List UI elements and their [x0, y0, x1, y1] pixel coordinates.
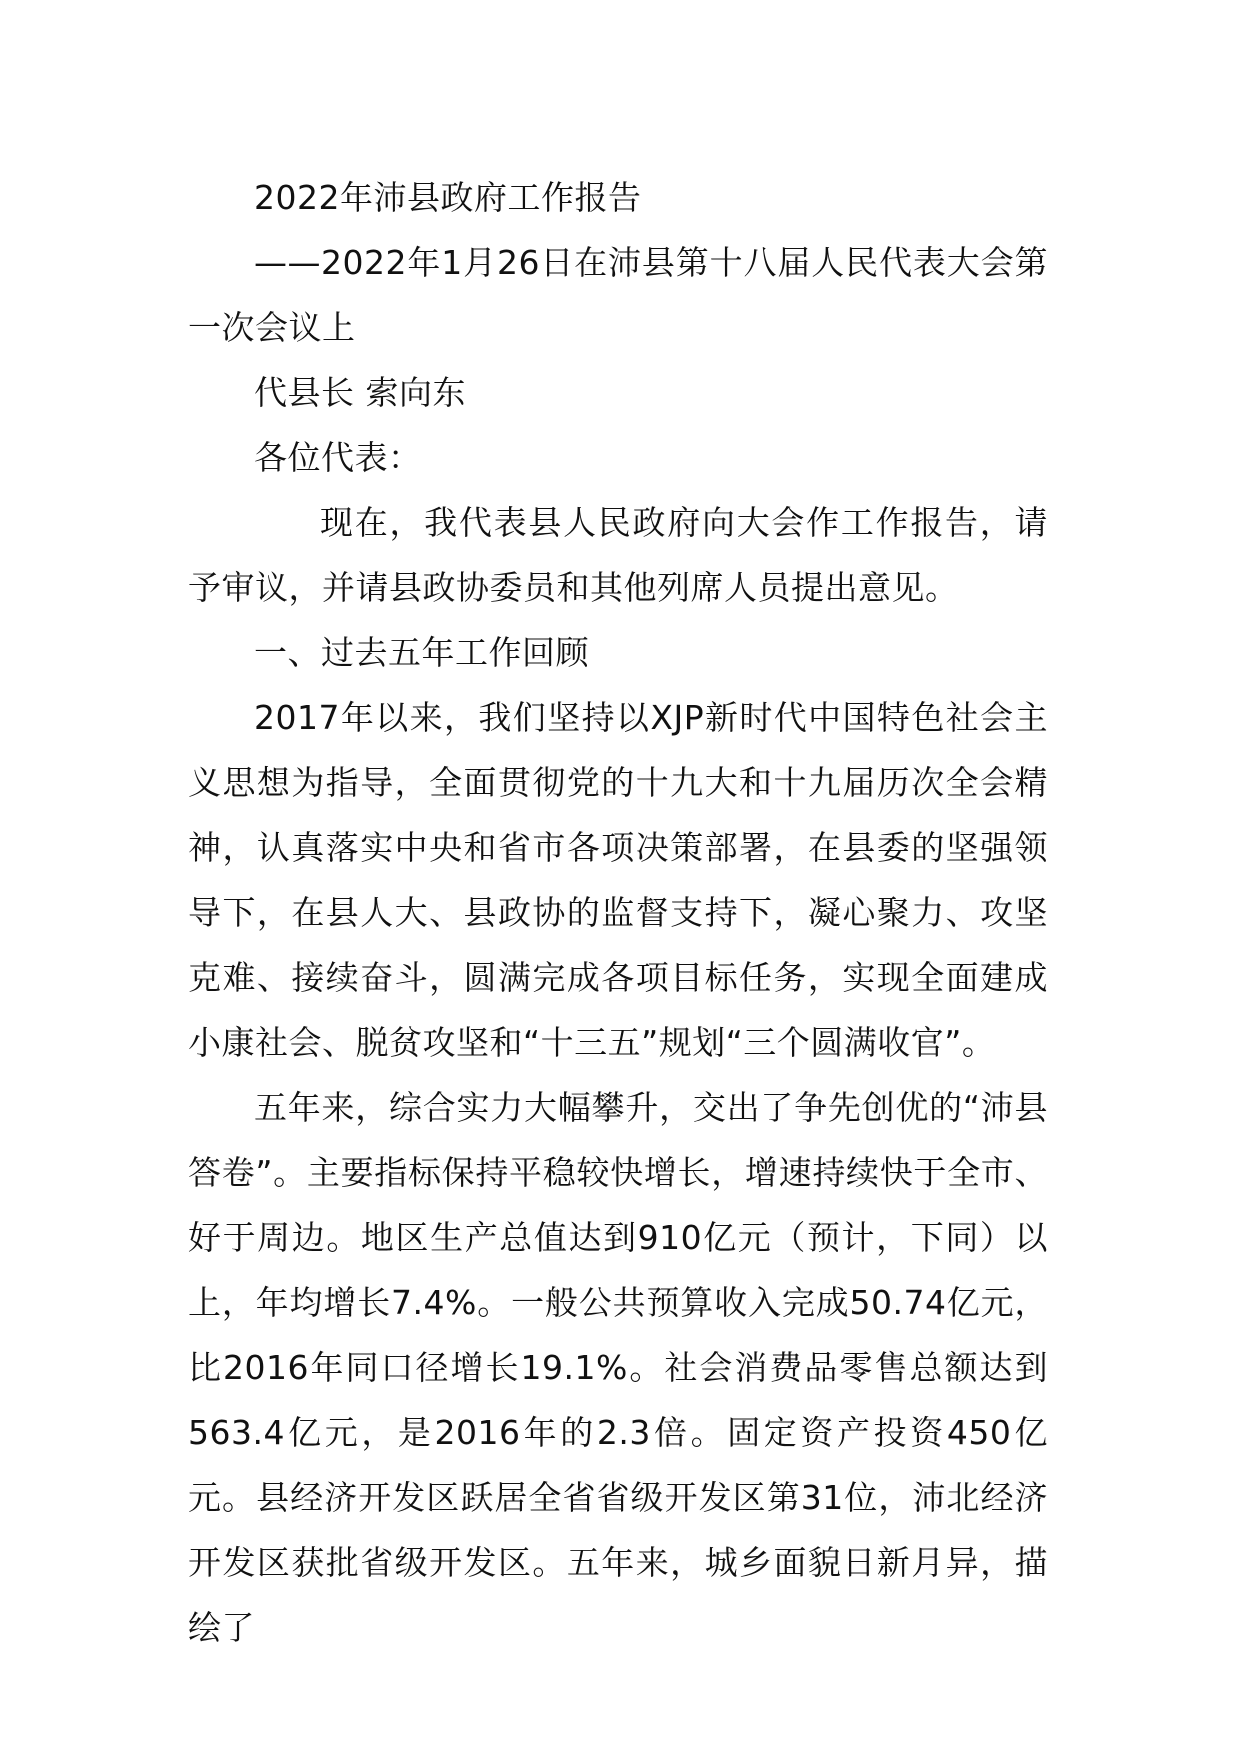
section-heading: 一、过去五年工作回顾: [254, 633, 589, 672]
document-title: 2022年沛县政府工作报告: [254, 178, 642, 217]
document-subtitle: ——2022年1月26日在沛县第十八届人民代表大会第一次会议上: [188, 243, 1048, 347]
document-body: [188, 165, 1048, 1660]
paragraph-achievements: 五年来，综合实力大幅攀升，交出了争先创优的“沛县答卷”。主要指标保持平稳较快增长，增速持续快于全市、好于周边。地区生产总值达到910亿元（预计，下同）以上，年均增长7.4%。一般公共预算收入完成50.74亿元，比2016年同口径增长19.1%。社会消费品零售总额达到563.4亿元，是2016年的2.3倍。固定资产投资450亿元。县经济开发区跃居全省省级开发区第31位，沛北经济开发区获批省级开发区。五年来，城乡面貌日新月异，描绘了: [188, 1088, 1048, 1647]
speaker-line: 代县长 索向东: [254, 373, 466, 412]
salutation: 各位代表：: [254, 438, 422, 477]
paragraph-opening: 现在，我代表县人民政府向大会作工作报告，请予审议，并请县政协委员和其他列席人员提出意见。: [188, 503, 1048, 607]
paragraph-review: 2017年以来，我们坚持以XJP新时代中国特色社会主义思想为指导，全面贯彻党的十九大和十九届历次全会精神，认真落实中央和省市各项决策部署，在县委的坚强领导下，在县人大、县政协的监督支持下，凝心聚力、攻坚克难、接续奋斗，圆满完成各项目标任务，实现全面建成小康社会、脱贫攻坚和“十三五”规划“三个圆满收官”。: [188, 698, 1048, 1062]
